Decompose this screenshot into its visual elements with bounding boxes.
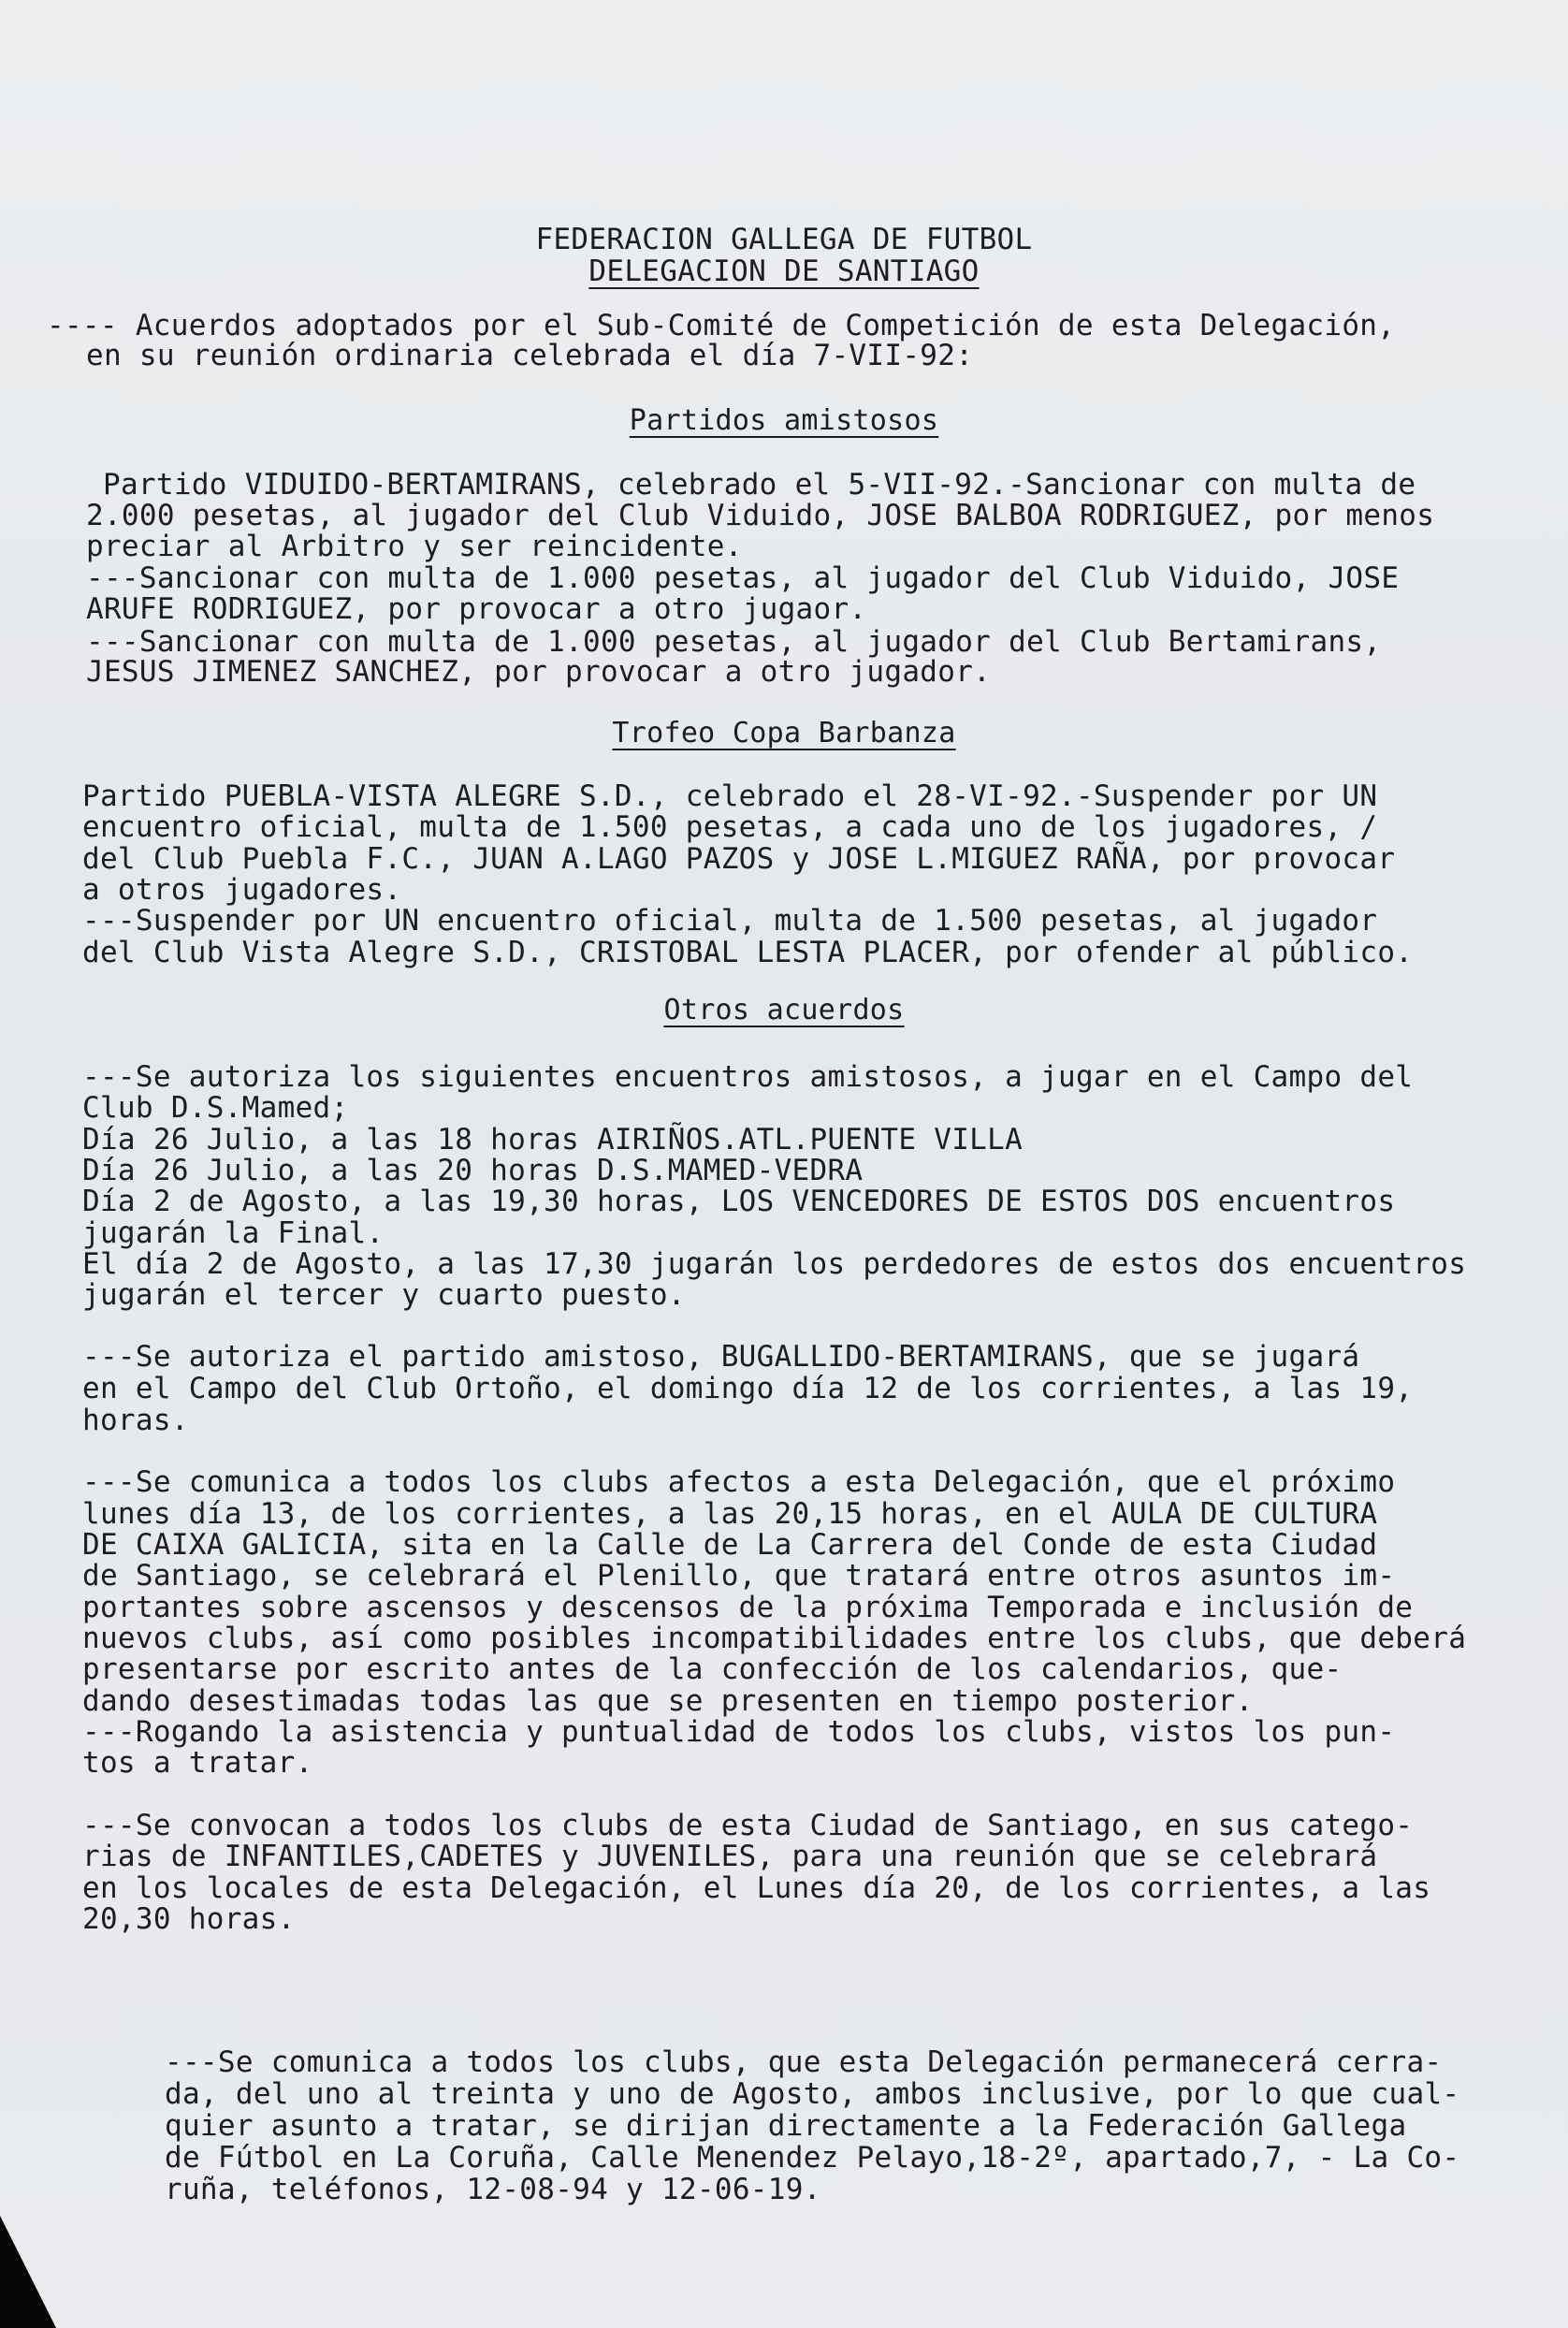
text-line: da, del uno al treinta y uno de Agosto, ambos inclusive, por lo que cual- (165, 2077, 1460, 2111)
text-line: ---Rogando la asistencia y puntualidad de todos los clubs, vistos los pun- (82, 1715, 1396, 1749)
text-line: preciar al Arbitro y ser reincidente. (86, 530, 743, 563)
text-line: de Santiago, se celebrará el Plenillo, que tratará entre otros asuntos im- (82, 1559, 1396, 1593)
text-line: ---Sancionar con multa de 1.000 pesetas, al jugador del Club Viduido, JOSE (86, 561, 1400, 595)
text-line: del Club Vista Alegre S.D., CRISTOBAL LESTA PLACER, por ofender al público. (82, 936, 1414, 969)
section-title-otros: Otros acuerdos (663, 994, 905, 1026)
text-line: ruña, teléfonos, 12-08-94 y 12-06-19. (165, 2173, 821, 2206)
text-line: ---Se comunica a todos los clubs, que esta Delegación permanecerá cerra- (165, 2045, 1443, 2079)
text-line: Club D.S.Mamed; (82, 1091, 349, 1125)
text-line: ---Se comunica a todos los clubs afectos a esta Delegación, que el próximo (82, 1465, 1396, 1499)
text-line: jugarán el tercer y cuarto puesto. (82, 1278, 686, 1312)
intro-line: ---- Acuerdos adoptados por el Sub-Comité de Competición de esta Delegación, (47, 309, 1396, 342)
text-line: dando desestimadas todas las que se presenten en tiempo posterior. (82, 1684, 1254, 1718)
text-line: en los locales de esta Delegación, el Lunes día 20, de los corrientes, a las (82, 1871, 1431, 1905)
org-title: FEDERACION GALLEGA DE FUTBOL (535, 223, 1033, 256)
section-title-amistosos: Partidos amistosos (629, 404, 939, 437)
text-line: Partido PUEBLA-VISTA ALEGRE S.D., celebrado el 28-VI-92.-Suspender por UN (82, 779, 1378, 813)
text-line: encuentro oficial, multa de 1.500 pesetas, a cada uno de los jugadores, / (82, 810, 1378, 844)
text-line: ---Sancionar con multa de 1.000 pesetas, al jugador del Club Bertamirans, (86, 625, 1382, 659)
text-line: en el Campo del Club Ortoño, el domingo día 12 de los corrientes, a las 19, (82, 1372, 1414, 1405)
text-line: rias de INFANTILES,CADETES y JUVENILES, para una reunión que se celebrará (82, 1840, 1378, 1873)
text-line: ---Se autoriza los siguientes encuentros amistosos, a jugar en el Campo del (82, 1060, 1414, 1094)
delegation-title: DELEGACION DE SANTIAGO (588, 255, 980, 288)
text-line: horas. (82, 1404, 189, 1437)
section-title-trofeo: Trofeo Copa Barbanza (612, 717, 956, 749)
text-line: a otros jugadores. (82, 873, 402, 907)
text-line: DE CAIXA GALICIA, sita en la Calle de La Carrera del Conde de esta Ciudad (82, 1528, 1378, 1562)
scan-corner-shadow (0, 2216, 56, 2328)
text-line: ARUFE RODRIGUEZ, por provocar a otro jugaor. (86, 592, 867, 626)
text-line: Partido VIDUIDO-BERTAMIRANS, celebrado el 5-VII-92.-Sancionar con multa de (103, 468, 1416, 502)
text-line: del Club Puebla F.C., JUAN A.LAGO PAZOS y JOSE L.MIGUEZ RAÑA, por provocar (82, 842, 1396, 876)
text-line: Día 2 de Agosto, a las 19,30 horas, LOS VENCEDORES DE ESTOS DOS encuentros (82, 1185, 1396, 1218)
text-line: El día 2 de Agosto, a las 17,30 jugarán los perdedores de estos dos encuentros (82, 1247, 1467, 1281)
text-line: Día 26 Julio, a las 20 horas D.S.MAMED-VEDRA (82, 1154, 864, 1187)
text-line: JESUS JIMENEZ SANCHEZ, por provocar a otro jugador. (86, 655, 992, 689)
text-line: quier asunto a tratar, se dirijan directamente a la Federación Gallega (165, 2109, 1407, 2143)
intro-line: en su reunión ordinaria celebrada el día 7-VII-92: (86, 339, 974, 372)
text-line: tos a tratar. (82, 1746, 313, 1780)
text-line: 20,30 horas. (82, 1902, 296, 1936)
text-line: 2.000 pesetas, al jugador del Club Viduido, JOSE BALBOA RODRIGUEZ, por menos (86, 499, 1435, 532)
text-line: ---Se convocan a todos los clubs de esta Ciudad de Santiago, en sus catego- (82, 1809, 1414, 1842)
text-line: lunes día 13, de los corrientes, a las 20,15 horas, en el AULA DE CULTURA (82, 1497, 1378, 1531)
text-line: de Fútbol en La Coruña, Calle Menendez Pelayo,18-2º, apartado,7, - La Co- (165, 2141, 1460, 2175)
text-line: Día 26 Julio, a las 18 horas AIRIÑOS.ATL.PUENTE VILLA (82, 1123, 1024, 1157)
text-line: presentarse por escrito antes de la confección de los calendarios, que- (82, 1652, 1343, 1686)
text-line: portantes sobre ascensos y descensos de la próxima Temporada e inclusión de (82, 1591, 1414, 1624)
text-line: ---Suspender por UN encuentro oficial, multa de 1.500 pesetas, al jugador (82, 904, 1378, 938)
text-line: nuevos clubs, así como posibles incompatibilidades entre los clubs, que deberá (82, 1622, 1467, 1655)
text-line: jugarán la Final. (82, 1216, 385, 1250)
text-line: ---Se autoriza el partido amistoso, BUGALLIDO-BERTAMIRANS, que se jugará (82, 1340, 1360, 1374)
